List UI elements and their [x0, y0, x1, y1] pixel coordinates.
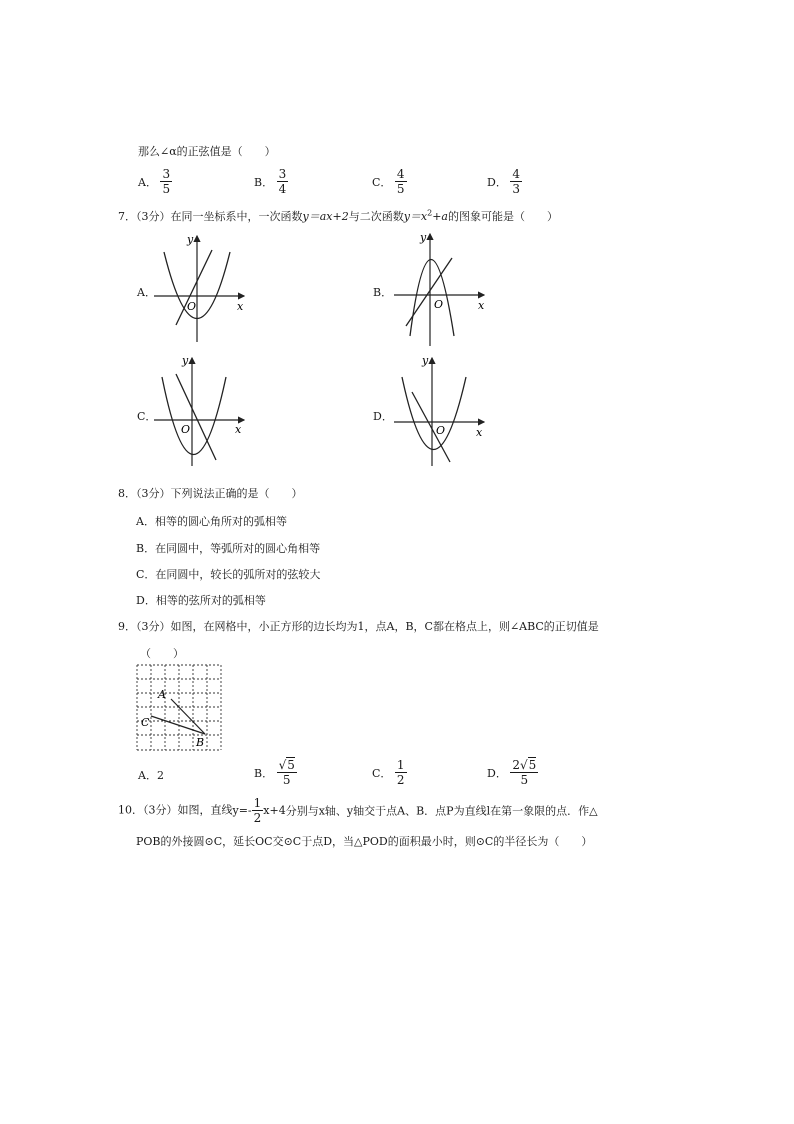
option-value: 2	[156, 768, 164, 782]
option-label: A．	[138, 175, 157, 189]
fraction-denominator: 5	[396, 182, 405, 196]
q6-option-c[interactable]	[372, 168, 407, 195]
option-label: D．	[487, 766, 507, 780]
fraction-denominator: 5	[282, 773, 291, 787]
q9-grid-figure[interactable]	[136, 664, 226, 754]
fraction-numerator: 3	[162, 167, 171, 181]
question-score: （3分）	[136, 210, 171, 223]
straight-line	[176, 374, 216, 460]
origin-label: O	[434, 298, 444, 311]
q7-option-a-label[interactable]: A．	[137, 286, 156, 299]
q8-option-a[interactable]: A．相等的圆心角所对的弧相等	[136, 515, 287, 528]
fraction-denominator: 4	[278, 182, 287, 196]
linear-function: y＝ax+2	[302, 210, 349, 223]
question-number: 10．	[118, 803, 143, 817]
axis-label-x: x	[476, 426, 483, 439]
equation-fraction	[252, 797, 264, 824]
equation-rest: x+4	[263, 804, 286, 817]
parabola	[402, 377, 466, 450]
point-a-label: A	[158, 688, 166, 701]
q8-option-d[interactable]: D．相等的弦所对的弧相等	[136, 594, 266, 607]
fraction-numerator: 1	[396, 758, 405, 772]
sqrt-icon: √	[278, 758, 287, 772]
q10-text: 如图，直线	[177, 803, 233, 817]
quadratic-function: y＝x	[403, 210, 428, 223]
q9-option-c[interactable]	[372, 759, 407, 786]
straight-line	[406, 258, 452, 326]
fraction-numerator: 1	[253, 796, 262, 810]
q8-option-b[interactable]: B．在同圆中，等弧所对的圆心角相等	[136, 542, 321, 555]
fraction-numerator: 4	[512, 167, 520, 181]
q7-graph-a[interactable]	[150, 230, 250, 345]
sqrt-icon: √	[519, 758, 528, 772]
option-label: B．	[254, 766, 274, 780]
q6-option-a[interactable]	[138, 168, 172, 195]
axis-label-y: y	[420, 231, 427, 244]
question-score: （3分）	[143, 803, 178, 817]
coefficient: 2	[512, 758, 520, 772]
q9-option-d[interactable]	[487, 759, 538, 786]
option-label: B．	[254, 175, 274, 189]
fraction-numerator: 3	[278, 167, 287, 181]
origin-label: O	[187, 300, 197, 313]
q7-stem	[118, 208, 558, 224]
q9-stem	[118, 618, 599, 634]
axis-label-x: x	[235, 423, 242, 436]
question-score: （3分）	[136, 620, 171, 633]
origin-label: O	[436, 424, 446, 437]
q6-option-b[interactable]	[254, 168, 288, 195]
axis-label-y: y	[187, 233, 194, 246]
parabola	[162, 377, 226, 455]
q10-stem-line2: POB的外接圆⊙C，延长OC交⊙C于点D，当△POD的面积最小时，则⊙C的半径长为（ ）	[136, 835, 593, 848]
fraction-denominator: 5	[162, 182, 171, 196]
radicand: 5	[287, 758, 295, 772]
option-label: A．	[138, 769, 157, 782]
radicand: 5	[528, 758, 537, 772]
fraction-denominator: 3	[512, 182, 520, 196]
q7-graph-d[interactable]	[390, 352, 490, 470]
q6-option-d[interactable]	[487, 168, 522, 195]
q9-text: 如图，在网格中，小正方形的边长均为1，点A，B，C都在格点上，则∠ABC的正切值是	[170, 620, 599, 633]
q9-option-b[interactable]	[254, 759, 297, 786]
q7-text: 在同一坐标系中，一次函数	[170, 210, 303, 223]
q10-stem-line1	[118, 797, 598, 824]
axis-label-x: x	[478, 299, 485, 312]
q9-answer-paren: （ ）	[140, 647, 184, 660]
question-score: （3分）	[136, 487, 171, 500]
q8-stem	[118, 485, 303, 501]
q7-text: 的图象可能是（ ）	[448, 210, 558, 223]
q8-option-c[interactable]: C．在同圆中，较长的弧所对的弦较大	[136, 568, 321, 581]
option-label: C．	[372, 766, 392, 780]
equation-y: y=-	[232, 804, 252, 817]
q7-option-d-label[interactable]: D．	[373, 410, 393, 423]
q6-stem: 那么∠α的正弦值是（ ）	[138, 145, 276, 158]
axis-label-x: x	[237, 300, 244, 313]
q8-text: 下列说法正确的是（ ）	[170, 487, 303, 500]
q10-text: 分别与x轴、y轴交于点A、B．点P为直线l在第一象限的点．作△	[285, 804, 598, 818]
parabola	[410, 260, 454, 337]
point-b-label: B	[196, 736, 205, 749]
fraction-denominator: 2	[253, 811, 262, 825]
q7-graph-c[interactable]	[150, 352, 250, 470]
origin-label: O	[181, 423, 191, 436]
axis-label-y: y	[182, 354, 189, 367]
option-label: D．	[487, 175, 507, 189]
fraction-denominator: 5	[520, 773, 529, 787]
fraction-denominator: 2	[396, 773, 405, 787]
exponent: 2	[427, 208, 433, 218]
fraction-numerator: 4	[396, 167, 405, 181]
question-number: 8．	[118, 487, 136, 500]
q9-option-a[interactable]	[138, 767, 164, 783]
q7-option-b-label[interactable]: B．	[373, 286, 393, 299]
question-number: 9．	[118, 620, 136, 633]
option-label: C．	[372, 175, 392, 189]
q7-option-c-label[interactable]: C．	[137, 410, 157, 423]
q7-graph-b[interactable]	[390, 228, 490, 350]
point-c-label: C	[141, 716, 150, 729]
axis-label-y: y	[422, 354, 429, 367]
q7-text: 与二次函数	[348, 210, 404, 223]
quadratic-function-rest: +a	[432, 210, 448, 223]
question-number: 7．	[118, 210, 136, 223]
